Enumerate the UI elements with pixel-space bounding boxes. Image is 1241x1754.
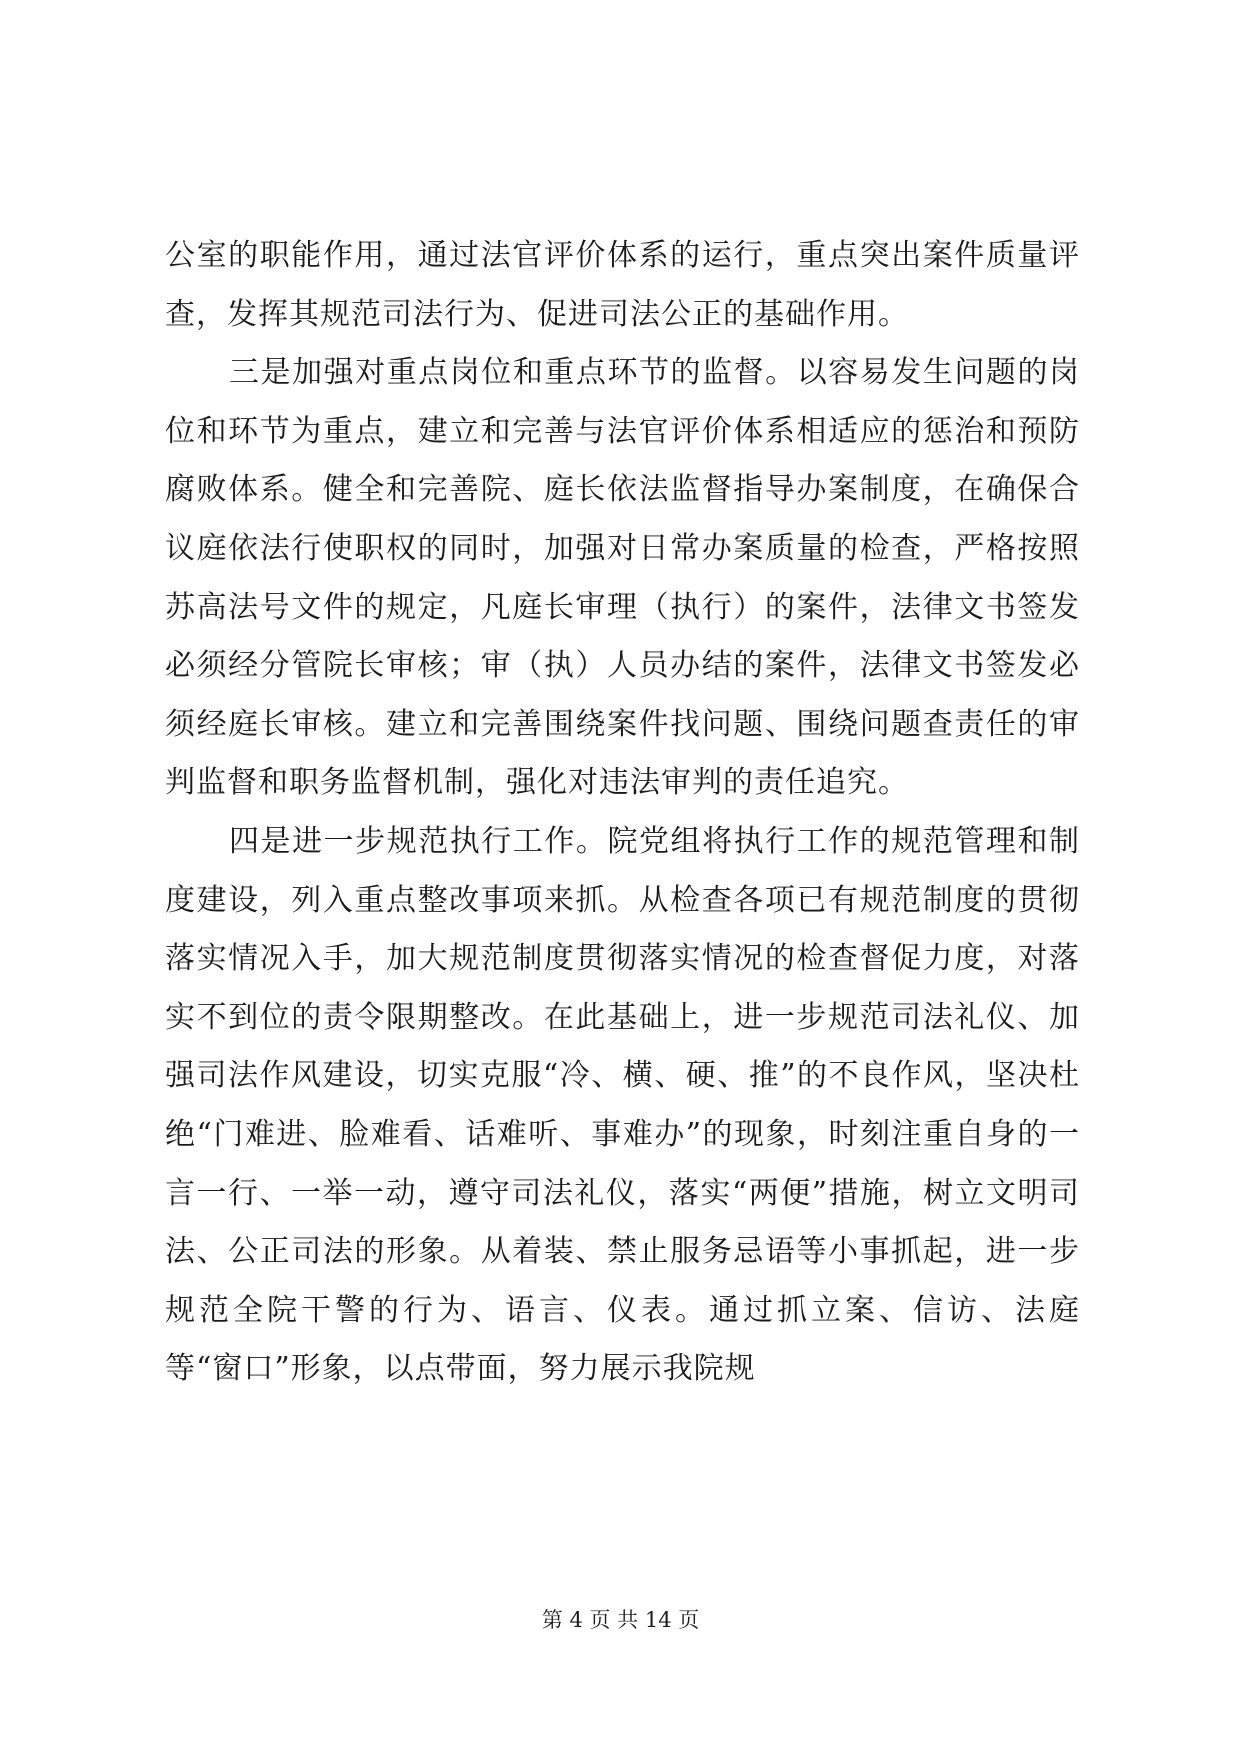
paragraph-key-posts-supervision: 三是加强对重点岗位和重点环节的监督。以容易发生问题的岗位和环节为重点，建立和完善与法官评价体系相适应的惩治和预防腐败体系。健全和完善院、庭长依法监督指导办案制度，在确保合议庭依法行使职权的同时，加强对日常办案质量的检查，严格按照苏高法号文件的规定，凡庭长审理（执行）的案件，法律文书签发必须经分管院长审核；审（执）人员办结的案件，法律文书签发必须经庭长审核。建立和完善围绕案件找问题、围绕问题查责任的审判监督和职务监督机制，强化对违法审判的责任追究。 <box>165 355 1080 801</box>
paragraph-execution-work: 四是进一步规范执行工作。院党组将执行工作的规范管理和制度建设，列入重点整改事项来抓。从检查各项已有规范制度的贯彻落实情况入手，加大规范制度贯彻落实情况的检查督促力度，对落实不到位的责令限期整改。在此基础上，进一步规范司法礼仪、加强司法作风建设，切实克服“冷、横、硬、推”的不良作风，坚决杜绝“门难进、脸难看、话难听、事难办”的现象，时刻注重自身的一言一行、一举一动，遵守司法礼仪，落实“两便”措施，树立文明司法、公正司法的形象。从着装、禁止服务忌语等小事抓起，进一步规范全院干警的行为、语言、仪表。通过抓立案、信访、法庭等“窗口”形象，以点带面，努力展示我院规 <box>165 823 1080 1387</box>
page-number-footer: 第 4 页 共 14 页 <box>541 1608 700 1632</box>
paragraph-continuation: 公室的职能作用，通过法官评价体系的运行，重点突出案件质量评查，发挥其规范司法行为、促进司法公正的基础作用。 <box>165 238 1080 332</box>
document-body <box>165 227 1080 1399</box>
